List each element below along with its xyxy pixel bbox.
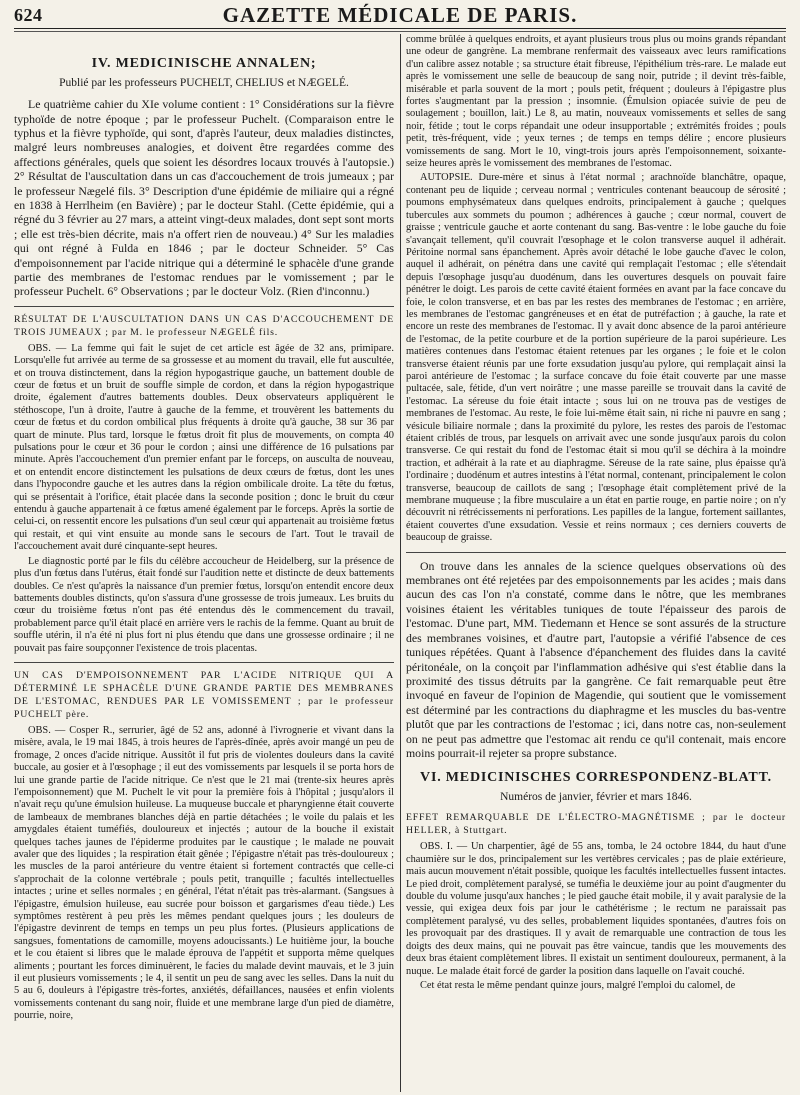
paragraph: Le diagnostic porté par le fils du célèbre accoucheur de Heidelberg, sur la présence de plus d'un fœtus dans l'utérus, était fondé sur l'audition nette et distincte de deux battements doubles. Ce n'est qu'après la naissance d'un premier fœtus, lorsqu'on entendit encore deux battements doubles distincts, qu'on s'assura d'une grossesse de trois jumeaux. Les bruits du cœur du troisième fœtus n'ont pas été entendus dès le commencement du travail, probablement parce qu'il était placé en arrière vers le rachis de la femme. Quant au bruit de souffle utérin, il n'a été ni plus fort ni plus étendu que dans une grossesse ordinaire ; il ne pouvait pas faire soupçonner l'existence de trois placentas. — [14, 555, 394, 654]
article-heading: RÉSULTAT DE L'AUSCULTATION DANS UN CAS D'ACCOUCHEMENT DE TROIS JUMEAUX ; par M. le professeur NÆGELÉ fils. — [14, 313, 394, 338]
paragraph: comme brûlée à quelques endroits, et ayant plusieurs trous plus ou moins grands répandant une odeur de gangrène. La membrane renfermait des vaisseaux avec leurs ramifications d'un calibre assez notable ; sa structure était fibreuse, l'épithélium très-rare. Le malade eut après le vomissement une selle de beaucoup de sang noir, putride ; il devint très-faible, misérable et parla souvent de la mort ; pouls petit, fréquent ; douleurs à l'épigastre plus fortes s'augmentant par la pression ; insomnie. (Émulsion opiacée suivie de peu de soulagement ; bouillon, lait.) Le 8, au matin, nouveaux vomissements et selles de sang noir, fétide ; tout le corps répandait une odeur insupportable ; extrémités froides ; pouls petit, très-fréquent, vide ; yeux ternes ; de temps en temps délire ; encore plusieurs vomissements de sang. Mort le 10, vingt-trois jours après l'empoisonnement, soixante-seize heures après le vomissement des membranes de l'estomac. — [406, 34, 786, 170]
running-title: GAZETTE MÉDICALE DE PARIS. — [222, 2, 578, 27]
article-heading: EFFET REMARQUABLE DE L'ÉLECTRO-MAGNÉTISME ; par le docteur HELLER, à Stuttgart. — [406, 812, 786, 837]
paragraph: OBS. — Cosper R., serrurier, âgé de 52 ans, adonné à l'ivrognerie et vivant dans la misère, avala, le 19 mai 1845, à trois heures de l'après-dînée, après avoir mangé un peu de fromage, 2 onces d'acide nitrique. Aussitôt il fut pris de violentes douleurs dans la cavité buccale, au gosier et à l'œsophage ; il eut des vomissements par lesquels il se porta hors de lui une grande partie de l'acide nitrique. Ce n'est que le 21 mai (trente-six heures après l'empoisonnement) que M. Puchelt le vit pour la première fois à l'hôpital ; jusqu'alors il n'avait reçu qu'une émulsion huileuse. La muqueuse buccale et pharyngienne était couverte de lambeaux de membranes blanches déjà en partie détachées ; le voile du palais et les amygdales étaient tuméfiés, douloureux et injectés ; autour de la bouche il existait quelques taches jaunes de l'épiderme produites par le caustique ; le malade ne pouvait avaler que des liquides ; la respiration était gênée ; l'épigastre n'était pas très-douloureux ; les muscles de la paroi antérieure du ventre étaient si fortement contractés que celle-ci s'approchait de la colonne vertébrale ; pouls petit, tranquille ; facultés intellectuelles intactes ; urine et selles normales ; en général, l'état n'était pas très-alarmant. (Sangsues à l'épigastre, émulsion huileuse, eau sucrée pour boisson et gargarismes d'eau tiède.) Les symptômes restèrent à peu près les mêmes pendant quelques jours ; les douleurs de l'épigastre devinrent de temps en temps un peu plus fortes. (Plusieurs applications de sangsues, fomentations de camomille, moyens adoucissants.) Le huitième jour, la bouche et le cou étaient si libres que le malade éprouva de l'appétit et supporta même quelques aliments ; pourtant les forces diminuèrent, le facies du malade devint mauvais, et le 3 juin il eut plusieurs vomissements ; le 4, il sentit un peu de sang avec les selles. Dans la nuit du 5 au 6, douleurs à l'épigastre très-fortes, anxiétés, défaillances, nausées et enfin violents vomissements contenant du sang noir, fluide et une membrane large d'un pied de diamètre, pourrie, noire, — [14, 724, 394, 1022]
section-subtitle: Publié par les professeurs PUCHELT, CHELIUS et NÆGELÉ. — [59, 76, 349, 89]
paragraph: OBS. — La femme qui fait le sujet de cet article est âgée de 32 ans, primipare. Lorsqu'elle fut arrivée au terme de sa grossesse et au moment du travail, elle fut auscultée, et on trouva distinctement, dans la région hypogastrique gauche, un battement double de cœur de fœtus et un bruit de souffle simple de cordon, et dans la région hypogastrique droite, également d'autres battements doubles. Deux observateurs appliquèrent le stéthoscope, l'un à droite, l'autre à gauche de la femme, et trouvèrent les battements du cœur de fœtus et du cordon ombilical plus fréquents à droite qu'à gauche, 38 sur 36 par quart de minute. Plus tard, lorsque le fœtus droit fit plus de mouvements, on compta 40 pulsations pour le cœur et 36 pour le cordon ; ainsi une différence de 16 pulsations par minute. Après l'accouchement d'un premier enfant par le forceps, on ausculta de nouveau, et on entendit encore distinctement les pulsations de deux cœurs de fœtus, dont les unes dans l'hypocondre gauche et les autres dans la région ombilicale droite. La tête du fœtus, qui se présentait à l'orifice, était placée dans la seconde position ; donc le bruit du cœur entendu à gauche appartenait à ce fœtus amené également par le forceps. Après la sortie de celui-ci, on ressentit encore les pulsations d'un seul cœur qui appartenait au troisième fœtus qui restait, et qui vint ensuite au monde sans le secours de l'art. Tout le travail de l'accouchement avait duré cinquante-sept heures. — [14, 342, 394, 553]
paragraph: On trouve dans les annales de la science quelques observations où des membranes ont été rejetées par des empoisonnements par les acides ; mais dans aucun des cas l'on n'a constaté, comme dans le nôtre, que les membranes voisines étaient les véritables tuniques de toute l'épaisseur des parois de l'estomac. D'une part, MM. Tiedemann et Hence se sont assurés de la structure des membranes voisines, et d'autre part, l'autopsie a vérifié l'absence de ces tuniques répétées. Quant à l'absence d'épanchement des fluides dans la cavité péritonéale, on la conçoit par l'inflammation adhésive qui s'est établie dans la proximité des tissus détruits par la gangrène. Ce fait remarquable peut être invoqué en faveur de l'opinion de Magendie, qui soutient que le vomissement est déterminé par les contractions du diaphragme et les muscles du bas-ventre plutôt que par les contractions de l'estomac ; ici, dans notre cas, non-seulement on ne peut pas admettre que l'estomac ait rendu ce qu'il contenait, mais encore moins pourrait-il rejeter sa propre substance. — [406, 558, 786, 760]
separator-rule — [14, 662, 394, 663]
section-title-medicinische-annalen: IV. MEDICINISCHE ANNALEN; — [91, 56, 317, 71]
column-divider — [400, 34, 401, 1092]
paragraph: Le quatrième cahier du XIe volume contient : 1° Considérations sur la fièvre typhoïde de notre époque ; par le professeur Puchelt. (Comparaison entre le typhus et la fièvre typhoïde, qui sont, d'après l'auteur, deux maladies distinctes, malgré leurs nombreuses analogies, et doivent être regardées comme des affections générales, quels que soient les désordres locaux trouvés à l'autopsie.) 2° Résultat de l'auscultation dans un cas d'accouchement de trois jumeaux ; par le professeur Nægelé fils. 3° Description d'une épidémie de miliaire qui a régné en 1838 à Herrlheim (en Bavière) ; par le docteur Stahl. (Cette épidémie, qui a régné du 3 février au 27 mars, a atteint vingt-deux malades, dont sept sont morts ; elle est très-bien décrite, mais n'a offert rien de nouveau.) 4° Sur les maladies qui ont régné à Fulda en 1846 ; par le docteur Schneider. 5° Cas d'empoisonnement par l'acide nitrique qui a déterminé le sphacèle d'une grande partie des membranes de l'estomac rendues par le vomissement ; par le professeur Puchelt. 6° Observations ; par le docteur Volz. (Rien d'inconnu.) — [14, 97, 394, 299]
separator-rule — [14, 306, 394, 307]
paragraph: AUTOPSIE. Dure-mère et sinus à l'état normal ; arachnoïde blanchâtre, opaque, contenant peu de liquide ; cerveau normal ; ventricules contenant beaucoup de sérosité ; poumons emphysémateux dans quelques endroits, principalement à gauche ; quelques tubercules aux sommets du poumon ; adhérences à gauche ; cœur normal, couvert de graisse ; ventricule gauche et aorte contenant du sang. Bas-ventre : le lobe gauche du foie s'avançait tellement, qu'il couvrait l'œsophage et le colon transverse auquel il adhérait. Péritoine normal sans épanchement. Après avoir détaché le lobe gauche d'avec le colon, auquel il adhérait, on pénétra dans une cavité qui remplaçait l'estomac ; elle s'étendait depuis l'œsophage jusqu'au duodénum, dans les ouvertures desquels on pouvait faire pénétrer le doigt. Les parois de cette cavité étaient formées en avant par la face concave du foie, le colon transverse, et en bas par les restes des membranes de l'estomac ; en arrière, les membranes de l'estomac gangréneuses et en état de putréfaction ; à gauche, la rate et encore un reste des membranes de l'estomac. Il y avait donc absence de la paroi antérieure de l'estomac, de la petite courbure et de la portion supérieure de la paroi supérieure. Les matières contenues dans l'estomac étaient retenues par les organes ; le foie et le colon transverse étaient réunis par une forte exsudation jusqu'au pylore, qui remplaçait ainsi la paroi antérieure de l'estomac ; la surface concave du foie était couverte par une masse pultacée, sale, fétide, d'un vert noirâtre ; une masse pareille se trouvait dans la cavité de l'estomac. La séreuse du foie était intacte ; sous lui on ne trouva pas de vestiges de membranes de l'estomac. Au reste, le foie lui-même était sain, ni riche ni pauvre en sang ; vésicule biliaire normale ; dans la proximité du pylore, les restes des parois de l'estomac étaient criblés de trous, par lesquels on arrivait avec une sonde jusqu'aux parois du colon transverse. Ce qui restait du fond de l'estomac était si mou qu'il se déchira à la moindre traction, et adhérait à la rate et au diaphragme. Séreuse de la rate saine, plus épaisse qu'à l'ordinaire ; duodénum et autres intestins à l'état normal, contenant, principalement le colon transverse, beaucoup de caillots de sang ; l'œsophage était complètement privé de la membrane muqueuse ; la fibre musculaire a un état en partie rouge, en partie noire ; on n'y découvrit ni rétrécissements ni perforations. Les papilles de la langue, fortement saillantes, étaient couvertes d'une exsudation. Vessie et reins normaux ; ces derniers couverts de beaucoup de graisse. — [406, 172, 786, 544]
page-header — [14, 2, 786, 29]
page-number: 624 — [14, 4, 43, 25]
paragraph: OBS. I. — Un charpentier, âgé de 55 ans, tomba, le 24 octobre 1844, du haut d'une chaumière sur le dos, principalement sur les vertèbres cervicales ; pas de plaie extérieure, mais aucun mouvement n'était possible, quoique les facultés intellectuelles fussent intactes. Le pied droit, complètement paralysé, se tuméfia le deuxième jour au point d'augmenter du double du volume jusqu'aux hanches ; le pied gauche était mobile, il y avait paralysie de la vessie, qui exigea deux fois par jour le cathétérisme ; le rectum ne paraissait pas complètement paralysé, vu des selles, probablement liquides spontanées, d'autres fois on les provoquait par des drastiques. Il y avait de remarquable une contraction de tous les doigts des deux mains, qui ne pouvait pas être vaincue, tandis que les mouvements des deux bras étaient complètement libres. Il existait un sentiment douloureux, permanent, à la nuque. Le malade était forcé de garder la position dans laquelle on l'avait couché. — [406, 841, 786, 977]
separator-rule — [406, 552, 786, 553]
section-title-correspondenz-blatt: VI. MEDICINISCHES CORRESPONDENZ-BLATT. — [420, 770, 772, 786]
article-heading: UN CAS D'EMPOISONNEMENT PAR L'ACIDE NITRIQUE QUI A DÉTERMINÉ LE SPHACÈLE D'UNE GRANDE PARTIE DES MEMBRANES DE L'ESTOMAC, RENDUES PAR LE VOMISSEMENT ; par le professeur PUCHELT père. — [14, 669, 394, 720]
right-column — [406, 34, 786, 1092]
left-column — [14, 34, 394, 1092]
paragraph: Cet état resta le même pendant quinze jours, malgré l'emploi du calomel, de — [420, 979, 736, 991]
section-subtitle: Numéros de janvier, février et mars 1846. — [500, 790, 692, 803]
header-rule — [14, 31, 786, 32]
